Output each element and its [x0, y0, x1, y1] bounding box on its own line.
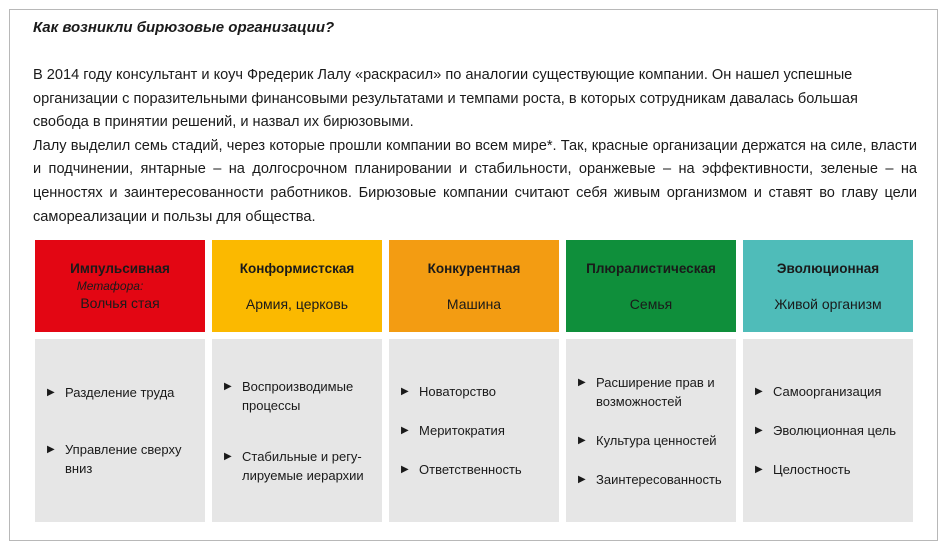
triangle-right-icon: ▶	[578, 434, 586, 446]
stage-metaphor: Армия, церковь	[245, 295, 349, 312]
stage-name: Конкурентная	[427, 260, 521, 276]
stage-header	[389, 240, 559, 332]
stage-column-evolutionary	[743, 240, 913, 522]
stage-metaphor: Волчья стая	[80, 295, 160, 311]
triangle-right-icon: ▶	[224, 450, 232, 462]
list-item: ▶ Заинтересованность	[578, 471, 722, 487]
stage-header	[566, 240, 736, 332]
triangle-right-icon: ▶	[578, 473, 586, 485]
triangle-right-icon: ▶	[755, 464, 763, 475]
list-item: ▶ Разделение труда	[47, 385, 175, 400]
stage-name: Эволюционная	[776, 260, 880, 276]
stage-column-conformist	[212, 240, 382, 522]
triangle-right-icon: ▶	[578, 376, 586, 388]
triangle-right-icon: ▶	[755, 386, 763, 397]
stage-header	[212, 240, 382, 332]
stage-metaphor-label: Метафора:	[76, 279, 144, 293]
stage-metaphor: Живой организм	[774, 295, 882, 312]
triangle-right-icon: ▶	[401, 386, 409, 397]
triangle-right-icon: ▶	[47, 444, 55, 455]
list-item: ▶ Новаторство	[401, 384, 497, 399]
list-item: ▶ Стабильные и регу-лируемые иерархии	[224, 448, 364, 483]
list-item: ▶ Расширение прав и возможностей	[578, 374, 715, 409]
intro-paragraph-2: Лалу выделил семь стадий, через которые прошли компании во всем мире*. Так, красные организации держатся на силе, власти и подчинении, янтарные – на долгосрочном планировании и стабильности, оранжевые – на эффективности, зеленые – на ценностях и заинтересованности работников. Бирюзовые компании считают себя живым организмом и ставят во главу цели самореализации и пользы для общества.	[33, 137, 917, 225]
stage-metaphor: Машина	[446, 295, 502, 312]
stage-name: Конформистская	[239, 260, 355, 276]
stage-traits	[212, 339, 382, 522]
intro-text	[33, 64, 917, 229]
list-item: ▶ Культура ценностей	[578, 432, 717, 448]
triangle-right-icon: ▶	[401, 464, 409, 475]
stage-column-pluralistic	[566, 240, 736, 522]
list-item: ▶ Воспроизводимые процессы	[224, 378, 354, 413]
triangle-right-icon: ▶	[47, 387, 55, 398]
stage-traits	[389, 339, 559, 522]
stage-traits	[35, 339, 205, 522]
stage-header	[35, 240, 205, 332]
stage-column-impulsive	[35, 240, 205, 522]
list-item: ▶ Меритократия	[401, 423, 505, 438]
list-item: ▶ Эволюционная цель	[755, 423, 897, 438]
page-title: Как возникли бирюзовые организации?	[33, 19, 335, 36]
triangle-right-icon: ▶	[224, 380, 232, 392]
triangle-right-icon: ▶	[755, 425, 763, 436]
stage-name: Плюралистическая	[586, 260, 716, 276]
list-item: ▶ Управление сверху вниз	[47, 442, 182, 476]
stages-table	[35, 240, 913, 522]
list-item: ▶ Самоорганизация	[755, 384, 882, 399]
stage-header	[743, 240, 913, 332]
stage-traits	[566, 339, 736, 522]
stage-column-achievement	[389, 240, 559, 522]
list-item: ▶ Целостность	[755, 462, 851, 477]
list-item: ▶ Ответственность	[401, 462, 522, 477]
intro-paragraph-1: В 2014 году консультант и коуч Фредерик Лалу «раскрасил» по аналогии существующие компании. Он нашел успешные организации с поразительными финансовыми результатами и темпами роста, в которых сотрудникам давалась большая свобода в принятии решений, и назвал их бирюзовыми.	[33, 67, 858, 131]
triangle-right-icon: ▶	[401, 425, 409, 436]
stage-metaphor: Семья	[629, 295, 673, 312]
stage-traits	[743, 339, 913, 522]
stage-name: Импульсивная	[70, 261, 170, 276]
